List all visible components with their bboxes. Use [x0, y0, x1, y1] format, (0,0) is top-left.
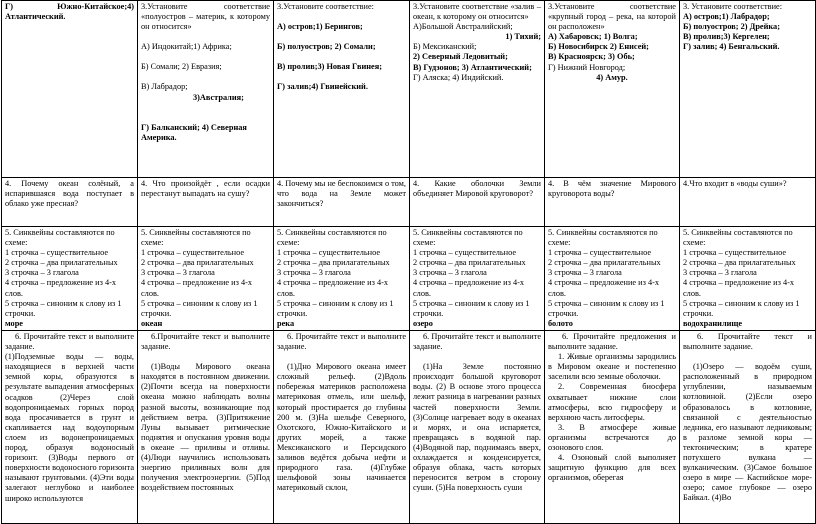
cinquain-rule: 4 строчка – предложение из 4-х слов.: [683, 278, 795, 298]
task-title: 6. Прочитайте текст и выполните задание.: [413, 332, 541, 352]
passage-text: (1)Дно Мирового океана имеет сложный рельеф. (2)Вдоль побережья материков расположена материковая отмель, или шельф, который простирается до глубины 200 м. (3)На шельфе Северного, Охотского, Южно-Китайского и других морей, а также Мексиканского и Персидского заливов ведётся добыча нефти и природного газа. (4)Глубже шельфовой зоны начинается материковый склон,: [277, 362, 406, 493]
statement: 3. В атмосфере живые организмы встречаются до озонового слоя.: [548, 422, 676, 453]
cinquain-rule: 5 строчка – синоним к слову из 1 строчки.: [548, 298, 665, 318]
table-row: [2, 178, 816, 227]
task-title: 6.Прочитайте текст и выполните задание.: [141, 332, 270, 352]
cinquain-rule: 5. Синквейны составляются по схеме:: [413, 228, 523, 248]
cell-r4-c1: [2, 331, 138, 524]
cell-r1-c4: [410, 1, 545, 178]
cinquain-rule: 1 строчка – существительное: [277, 248, 381, 258]
match-line: Г) залив;4) Гвинейский.: [277, 82, 368, 92]
cell-r3-c6: [680, 227, 816, 331]
cell-r2-c6: [680, 178, 816, 227]
task-title: 6. Прочитайте предложения и выполните задание.: [548, 332, 676, 352]
cinquain-word: океан: [141, 318, 163, 328]
statement: 2. Современная биосфера охватывает нижние слои атмосферы, всю гидросферу и верхнюю часть литосферы.: [548, 382, 676, 422]
cinquain-rule: 4 строчка – предложение из 4-х слов.: [548, 278, 660, 298]
match-line: Б) Новосибирск 2) Енисей;: [548, 42, 649, 52]
match-line: Б) Сомали; 2) Евразия;: [141, 62, 222, 72]
match-line: В) Гудзонов; 3) Атлантический;: [413, 62, 532, 72]
worksheet-table: [1, 0, 816, 524]
task-title: 6. Прочитайте текст и выполните задание.: [5, 332, 134, 352]
cinquain-rule: 3 строчка – 3 глагола: [277, 268, 351, 278]
cinquain-rule: 2 строчка – два прилагательных: [413, 258, 526, 268]
cinquain-rule: 3 строчка – 3 глагола: [683, 268, 757, 278]
cell-r2-c3: [274, 178, 410, 227]
question-text: 4. Почему мы не беспокоимся о том, что вода на Земле может закончиться?: [277, 179, 406, 209]
cell-r2-c5: [545, 178, 680, 227]
cinquain-rule: 3 строчка – 3 глагола: [413, 268, 487, 278]
cinquain-word: река: [277, 318, 295, 328]
cell-r1-c6: [680, 1, 816, 178]
match-line: Г) Нижний Новгород;: [548, 62, 626, 72]
match-line: А)Большой Австралийский;: [413, 22, 513, 32]
cinquain-rule: 4 строчка – предложение из 4-х слов.: [141, 278, 253, 298]
task-title: 6. Прочитайте текст и выполните задание.: [277, 332, 406, 352]
task-title: 3.Установите соответствие:: [277, 2, 374, 11]
match-line: В) пролив;3) Кергелен;: [683, 32, 770, 42]
task-title: 3.Установите соответствие «залив – океан, к которому он относится»: [413, 2, 541, 22]
statement: 4. Озоновый слой выполняет защитную функцию для всех организмов, оберегая: [548, 453, 676, 483]
match-line: 1) Тихий;: [505, 32, 541, 42]
cell-r1-c5: [545, 1, 680, 178]
cell-r3-c5: [545, 227, 680, 331]
cell-r2-c4: [410, 178, 545, 227]
cell-r4-c2: [138, 331, 274, 524]
statement: 1. Живые организмы зародились в Мировом океане и постепенно заселили всю земные оболочки.: [548, 352, 676, 382]
table-row: [2, 331, 816, 524]
match-line: А) Хабаровск; 1) Волга;: [548, 32, 638, 42]
cell-r4-c3: [274, 331, 410, 524]
cinquain-rule: 5 строчка – синоним к слову из 1 строчки.: [5, 298, 122, 318]
cinquain-rule: 4 строчка – предложение из 4-х слов.: [277, 278, 389, 298]
match-line: Б) полуостров; 2) Сомали;: [277, 42, 376, 52]
cinquain-word: море: [5, 318, 23, 328]
cinquain-rule: 5. Синквейны составляются по схеме:: [683, 228, 793, 248]
task-title: 3.Установите соответствие «полуостров – материк, к которому он относится»: [141, 2, 270, 32]
cinquain-word: озеро: [413, 318, 433, 328]
match-line: А) Индокитай;1) Африка;: [141, 42, 232, 52]
question-text: 4. В чём значение Мирового круговорота воды?: [548, 179, 676, 199]
cinquain-rule: 4 строчка – предложение из 4-х слов.: [5, 278, 117, 298]
cinquain-rule: 1 строчка – существительное: [683, 248, 787, 258]
cinquain-rule: 3 строчка – 3 глагола: [141, 268, 215, 278]
cell-r4-c5: [545, 331, 680, 524]
cinquain-word: водохранилище: [683, 318, 743, 328]
cell-r2-c1: [2, 178, 138, 227]
cinquain-rule: 1 строчка – существительное: [5, 248, 109, 258]
cell-r1-c2: [138, 1, 274, 178]
match-line: В) Красноярск; 3) Обь;: [548, 52, 635, 62]
match-line: В) Лабрадор;: [141, 82, 188, 92]
cinquain-rule: 5 строчка – синоним к слову из 1 строчки.: [413, 298, 530, 318]
match-line: Г) Балканский; 4) Северная Америка.: [141, 122, 247, 142]
match-line: В) пролив;3) Новая Гвинея;: [277, 62, 382, 72]
cinquain-rule: 5. Синквейны составляются по схеме:: [277, 228, 387, 248]
cell-r3-c4: [410, 227, 545, 331]
table-row: [2, 227, 816, 331]
question-text: 4. Почему океан солёный, а испарившаяся вода поступает в облако уже пресная?: [5, 179, 134, 209]
cinquain-rule: 5 строчка – синоним к слову из 1 строчки.: [141, 298, 258, 318]
cinquain-rule: 2 строчка – два прилагательных: [548, 258, 661, 268]
match-line: 2) Северный Ледовитый;: [413, 52, 508, 62]
question-text: 4. Какие оболочки Земли объединяет Мировой круговорот?: [413, 179, 541, 199]
match-line: Г) Аляска; 4) Индийский.: [413, 72, 504, 82]
match-line: 4) Амур.: [596, 72, 628, 82]
passage-text: (1)На Земле постоянно происходит большой круговорот воды. (2) В основе этого процесса лежит разница в нагревании разных частей поверхности Земли. (3)Солнце нагревает воду в океанах и морях, и она испаряется, превращаясь в водяной пар. (4)Водяной пар, поднимаясь вверх, охлаждается и конденсируется, образуя облака, часть которых переносится ветром в сторону суши. (5)На поверхность суши: [413, 362, 541, 493]
cinquain-rule: 1 строчка – существительное: [141, 248, 245, 258]
cinquain-rule: 5 строчка – синоним к слову из 1 строчки.: [683, 298, 800, 318]
cell-r1-c3: [274, 1, 410, 178]
passage-text: (1)Воды Мирового океана находятся в постоянном движении. (2)Почти всегда на поверхности океана можно наблюдать волны разной высоты, возникающие под действием ветра. (3)Притяжение Луны вызывает ритмические поднятия и опускания уровня воды в океане — приливы и отливы. (4)Люди научились использовать энергию приливных волн для получения электроэнергии. (5)Под воздействием постоянных: [141, 362, 270, 493]
cinquain-rule: 3 строчка – 3 глагола: [5, 268, 79, 278]
cinquain-rule: 2 строчка – два прилагательных: [141, 258, 254, 268]
match-line: Б) полуостров; 2) Дрейка;: [683, 22, 780, 32]
question-text: 4. Что произойдёт , если осадки перестанут выпадать на сушу?: [141, 179, 270, 199]
task-title: 6. Прочитайте текст и выполните задание.: [683, 332, 812, 352]
match-line: Б) Мексиканский;: [413, 42, 477, 52]
cell-r2-c2: [138, 178, 274, 227]
cell-r3-c1: [2, 227, 138, 331]
cinquain-rule: 5 строчка – синоним к слову из 1 строчки.: [277, 298, 394, 318]
cell-r4-c4: [410, 331, 545, 524]
cell-r1-c1: [2, 1, 138, 178]
cinquain-rule: 1 строчка – существительное: [413, 248, 517, 258]
match-line: А) остров;1) Лабрадор;: [683, 12, 770, 22]
match-line: 3)Австралия;: [193, 92, 244, 102]
passage-text: (1)Озеро — водоём суши, расположенный в природном углублении, называемым котловиной. (2)Если озеро образовалось в котловине, связанной с деятельностью ледника, его называют ледниковым; в разломе земной коры — тектоническим; в кратере потухшего вулкана — вулканическим. (3)Самое большое озеро в мире — Каспийское море-озеро; самое глубокое — озеро Байкал. (4)Во: [683, 362, 812, 503]
cell-r3-c2: [138, 227, 274, 331]
answer-line: Г) Южно-Китайское;4) Атлантический.: [5, 2, 134, 22]
cinquain-rule: 2 строчка – два прилагательных: [277, 258, 390, 268]
cinquain-word: болото: [548, 318, 573, 328]
question-text: 4.Что входит в «воды суши»?: [683, 179, 787, 188]
cinquain-rule: 5. Синквейны составляются по схеме:: [141, 228, 251, 248]
task-title: 3. Установите соответствие:: [683, 2, 783, 11]
passage-text: (1)Подземные воды — воды, находящиеся в верхней части земной коры, образуются в результате выпадения атмосферных осадков (2)Через слой водопроницаемых горных пород вода просачивается в грунт и скапливается над водоупорным слоем из водонепроницаемых пород, образуя водоносный горизонт. (3)Воды первого от поверхности водоносного горизонта называют грунтовыми. (4)Эти воды залегают неглубоко и наиболее широко используются: [5, 352, 134, 503]
cinquain-rule: 2 строчка – два прилагательных: [683, 258, 796, 268]
cinquain-rule: 2 строчка – два прилагательных: [5, 258, 118, 268]
task-title: 3.Установите соответствие «крупный город – река, на которой он расположен»: [548, 2, 676, 32]
cell-r3-c3: [274, 227, 410, 331]
cell-r4-c6: [680, 331, 816, 524]
match-line: Г) залив; 4) Бенгальский.: [683, 42, 780, 52]
cinquain-rule: 3 строчка – 3 глагола: [548, 268, 622, 278]
cinquain-rule: 5. Синквейны составляются по схеме:: [548, 228, 658, 248]
match-line: А) остров;1) Берингов;: [277, 22, 363, 32]
table-row: [2, 1, 816, 178]
cinquain-rule: 5. Синквейны составляются по схеме:: [5, 228, 115, 248]
cinquain-rule: 4 строчка – предложение из 4-х слов.: [413, 278, 525, 298]
cinquain-rule: 1 строчка – существительное: [548, 248, 652, 258]
